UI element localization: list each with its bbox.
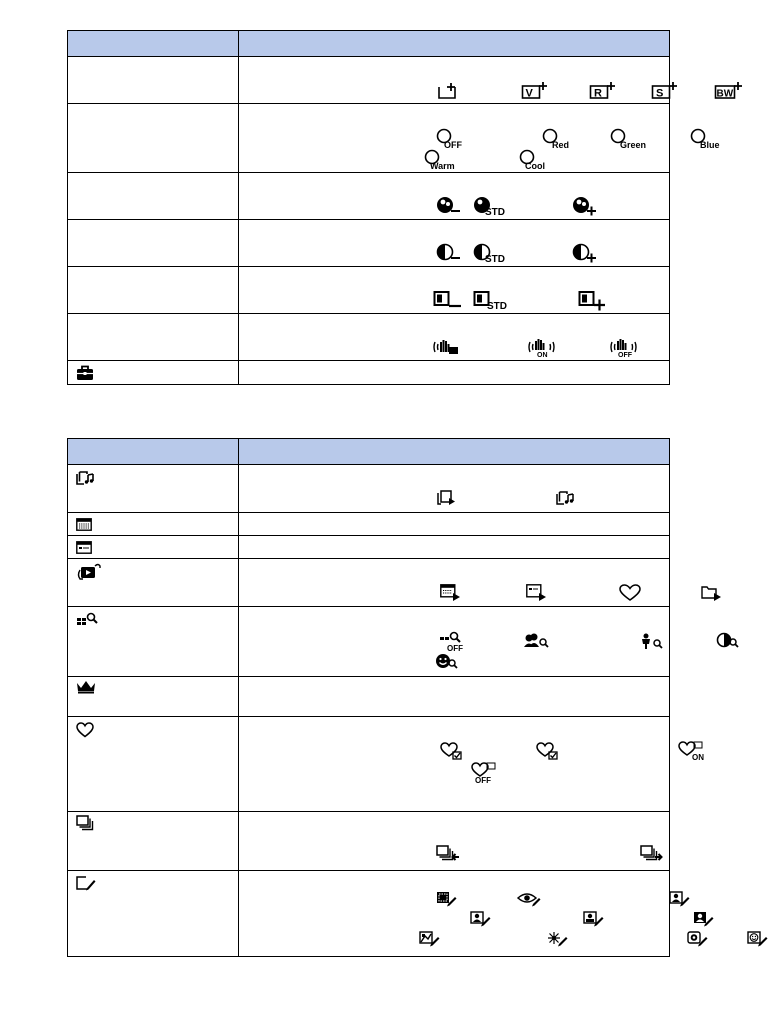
item-cell <box>68 173 239 220</box>
description-cell <box>239 513 670 536</box>
sharpness-minus-icon <box>433 289 463 311</box>
table-row <box>68 465 670 513</box>
svg-text:R: R <box>594 87 602 100</box>
filter-search-icon <box>76 612 98 628</box>
color-mode-vivid-icon <box>521 81 549 101</box>
table-row <box>68 173 670 220</box>
color-filter-warm-icon <box>424 149 464 171</box>
item-cell <box>68 513 239 536</box>
table-row <box>68 314 670 361</box>
description-cell <box>239 812 670 871</box>
viewing-settings-table <box>67 438 704 957</box>
toolbox-icon <box>76 365 94 381</box>
description-cell <box>239 173 670 220</box>
retouch-skin-icon <box>693 911 715 929</box>
color-filter-blue-icon <box>690 128 726 150</box>
svg-text:STD: STD <box>485 254 505 265</box>
description-cell <box>239 220 670 267</box>
description-cell <box>239 717 704 812</box>
svg-text:OFF: OFF <box>444 140 462 150</box>
svg-text:OFF: OFF <box>618 352 632 359</box>
item-cell <box>68 717 239 812</box>
item-cell <box>68 267 239 314</box>
description-cell <box>239 361 670 385</box>
contrast-plus-icon <box>572 242 598 264</box>
folder-view-icon <box>701 584 723 602</box>
description-cell <box>239 607 670 677</box>
table-row <box>68 677 670 717</box>
contrast-std-icon <box>473 242 509 264</box>
retouch-portrait-icon <box>669 891 691 909</box>
item-cell <box>68 57 239 104</box>
filter-people-icon <box>524 633 550 649</box>
event-view-icon <box>526 584 548 602</box>
sharpness-plus-icon <box>578 289 608 311</box>
color-filter-red-icon <box>542 128 576 150</box>
filter-off-icon <box>439 631 467 653</box>
item-cell <box>68 812 239 871</box>
item-cell <box>68 607 239 677</box>
color-mode-sepia-icon <box>651 81 679 101</box>
item-cell <box>68 559 239 607</box>
favorites-on-icon <box>678 741 708 763</box>
description-cell <box>239 267 670 314</box>
header-cell-item <box>68 31 239 57</box>
svg-text:ON: ON <box>692 753 704 762</box>
filter-smile-icon <box>716 632 742 650</box>
item-cell <box>68 361 239 385</box>
shooting-settings-table <box>67 30 734 385</box>
burst-group-icon <box>76 815 94 831</box>
steadyshot-shooting-icon <box>432 336 462 358</box>
item-cell <box>68 677 239 717</box>
retouch-icon <box>76 876 96 892</box>
svg-text:ON: ON <box>537 352 548 359</box>
slideshow-music-icon <box>76 470 96 486</box>
calendar-view-icon <box>76 518 92 531</box>
table-row <box>68 57 670 104</box>
table-row <box>68 513 670 536</box>
retouch-softfocus-icon <box>547 931 569 949</box>
favorites-check-icon <box>536 742 560 762</box>
description-cell <box>239 314 670 361</box>
svg-text:Green: Green <box>620 140 647 150</box>
item-cell <box>68 104 239 173</box>
retouch-smile-icon <box>747 931 769 949</box>
header-cell-description <box>239 439 670 465</box>
color-mode-normal-icon <box>437 81 463 101</box>
item-cell <box>68 220 239 267</box>
steadyshot-on-icon <box>527 336 561 358</box>
steadyshot-off-icon <box>609 336 643 358</box>
favorites-heart-icon <box>76 722 94 738</box>
table-header-row <box>68 31 670 57</box>
color-mode-real-icon <box>589 81 617 101</box>
description-cell <box>239 536 670 559</box>
svg-text:STD: STD <box>485 207 505 218</box>
table-row <box>68 361 670 385</box>
color-filter-green-icon <box>610 128 650 150</box>
burst-display-all-icon <box>640 845 664 863</box>
svg-text:OFF: OFF <box>475 776 491 785</box>
retouch-blur-icon <box>470 911 492 929</box>
favorites-add-icon <box>440 742 464 762</box>
crown-icon <box>76 680 96 694</box>
table-row <box>68 559 670 607</box>
color-filter-off-icon <box>436 128 470 150</box>
description-cell <box>239 559 670 607</box>
table-row <box>68 220 670 267</box>
table-row <box>68 536 670 559</box>
burst-display-main-icon <box>436 845 460 863</box>
table-row <box>68 104 670 173</box>
sharpness-std-icon <box>473 289 511 311</box>
header-cell-description <box>239 31 670 57</box>
retouch-hdr-icon <box>419 931 441 949</box>
table-row <box>68 267 670 314</box>
saturation-minus-icon <box>436 195 462 217</box>
svg-text:Blue: Blue <box>700 140 720 150</box>
header-cell-item <box>68 439 239 465</box>
slideshow-icon <box>436 490 458 508</box>
favorites-off-icon <box>471 762 501 784</box>
svg-text:V: V <box>525 87 533 100</box>
filter-children-icon <box>639 633 665 651</box>
svg-text:BW: BW <box>716 88 734 100</box>
color-filter-cool-icon <box>519 149 555 171</box>
contrast-minus-icon <box>436 242 462 264</box>
image-index-icon <box>76 541 92 554</box>
description-cell <box>239 677 670 717</box>
display-mode-icon <box>76 562 102 582</box>
description-cell <box>239 871 670 957</box>
svg-text:STD: STD <box>487 301 507 312</box>
retouch-trimming-icon <box>436 891 458 909</box>
item-cell <box>68 314 239 361</box>
item-cell <box>68 871 239 957</box>
slideshow-music-icon <box>556 490 578 508</box>
svg-text:Cool: Cool <box>525 161 545 171</box>
favorites-heart-icon <box>619 584 641 602</box>
svg-text:Warm: Warm <box>430 161 455 171</box>
table-header-row <box>68 439 670 465</box>
item-cell <box>68 536 239 559</box>
date-view-icon <box>440 584 462 602</box>
filter-smile-face-icon <box>435 653 461 671</box>
description-cell <box>239 465 670 513</box>
table-row <box>68 717 670 812</box>
saturation-plus-icon <box>572 195 598 217</box>
svg-text:Red: Red <box>552 140 570 150</box>
item-cell <box>68 465 239 513</box>
retouch-red-eye-icon <box>517 891 543 909</box>
svg-text:OFF: OFF <box>447 644 463 653</box>
retouch-mask-icon <box>583 911 605 929</box>
saturation-std-icon <box>473 195 509 217</box>
color-mode-bw-icon <box>714 81 744 101</box>
svg-text:S: S <box>656 87 664 100</box>
description-cell <box>239 104 720 173</box>
retouch-fisheye-icon <box>687 931 709 949</box>
description-cell <box>239 57 734 104</box>
table-row <box>68 607 670 677</box>
table-row <box>68 871 670 957</box>
table-row <box>68 812 670 871</box>
